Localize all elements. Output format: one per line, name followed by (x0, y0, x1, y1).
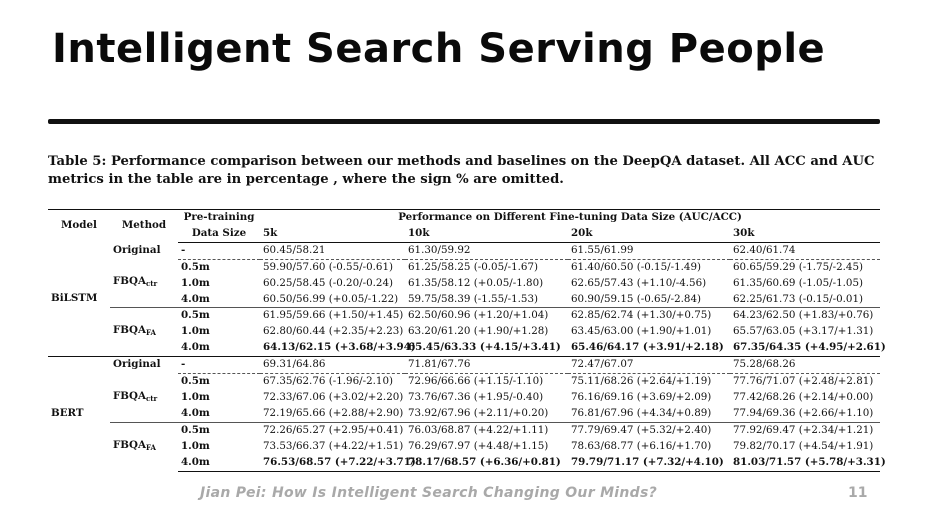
metric-cell: 60.65/59.29 (-1.75/-2.45) (730, 259, 880, 275)
data-size-cell: 1.0m (181, 276, 210, 289)
metric-cell: 78.17/68.57 (+6.36/+0.81) (405, 455, 568, 471)
data-size-cell: 4.0m (181, 341, 210, 354)
data-size-cell: 1.0m (181, 325, 210, 338)
metric-cell: 77.42/68.26 (+2.14/+0.00) (733, 390, 874, 403)
data-size-cell: 1.0m (181, 439, 210, 452)
footer-text: Jian Pei: How Is Intelligent Search Changing Our Minds? (200, 485, 658, 501)
table-row (48, 308, 880, 324)
metric-cell: 72.26/65.27 (+2.95/+0.41) (260, 422, 405, 438)
metric-cell: 60.45/58.21 (263, 243, 326, 256)
method-name: FBQA (113, 324, 146, 337)
metric-cell: 60.50/56.99 (+0.05/-1.22) (263, 292, 399, 305)
data-size-cell: 0.5m (178, 374, 260, 390)
metric-cell: 62.85/62.74 (+1.30/+0.75) (568, 308, 730, 324)
results-table (48, 209, 886, 472)
metric-cell: 62.80/60.44 (+2.35/+2.23) (263, 325, 404, 338)
method-cell (110, 422, 178, 471)
metric-cell: 72.19/65.66 (+2.88/+2.90) (263, 406, 404, 419)
metric-cell: 59.90/57.60 (-0.55/-0.61) (260, 259, 405, 275)
method-subscript: FA (145, 328, 156, 338)
metric-cell: 61.25/58.25 (-0.05/-1.67) (405, 259, 568, 275)
metric-cell: 76.03/68.87 (+4.22/+1.11) (405, 422, 568, 438)
metric-cell: 67.35/64.35 (+4.95/+2.61) (733, 341, 886, 354)
col-header-method: Method (110, 210, 178, 243)
metric-cell: 79.82/70.17 (+4.54/+1.91) (733, 439, 874, 452)
metric-cell: 62.25/61.73 (-0.15/-0.01) (733, 292, 864, 305)
data-size-cell: 4.0m (181, 406, 210, 419)
col-header-20k: 20k (568, 226, 730, 242)
metric-cell: 60.25/58.45 (-0.20/-0.24) (263, 276, 394, 289)
metric-cell: 65.45/63.33 (+4.15/+3.41) (408, 341, 561, 354)
metric-cell: 61.95/59.66 (+1.50/+1.45) (260, 308, 405, 324)
metric-cell: 67.35/62.76 (-1.96/-2.10) (260, 374, 405, 390)
method-cell (110, 308, 178, 357)
metric-cell: 60.90/59.15 (-0.65/-2.84) (571, 292, 702, 305)
table-row (48, 242, 880, 259)
metric-cell: 77.94/69.36 (+2.66/+1.10) (733, 406, 874, 419)
metric-cell: 76.81/67.96 (+4.34/+0.89) (571, 406, 712, 419)
metric-cell: 76.29/67.97 (+4.48/+1.15) (408, 439, 549, 452)
metric-cell: 72.33/67.06 (+3.02/+2.20) (263, 390, 404, 403)
metric-cell: 81.03/71.57 (+5.78/+3.31) (730, 455, 880, 471)
metric-cell: 79.79/71.17 (+7.32/+4.10) (568, 455, 730, 471)
col-header-model: Model (48, 210, 110, 243)
method-subscript: FA (145, 442, 156, 452)
data-size-cell: 4.0m (181, 292, 210, 305)
model-cell: BERT (48, 357, 110, 471)
metric-cell: 65.57/63.05 (+3.17/+1.31) (733, 325, 874, 338)
data-size-cell: 1.0m (181, 390, 210, 403)
metric-cell: 63.20/61.20 (+1.90/+1.28) (408, 325, 549, 338)
col-header-5k: 5k (260, 226, 405, 242)
method-cell (110, 374, 178, 423)
table-body (48, 242, 886, 471)
method-name: FBQA (113, 438, 146, 451)
method-subscript: ctr (145, 393, 158, 403)
metric-cell: 76.16/69.16 (+3.69/+2.09) (571, 390, 712, 403)
method-cell: Original (113, 243, 161, 256)
col-header-pretraining: Pre-training (178, 210, 260, 226)
table-row (48, 374, 880, 390)
metric-cell: 61.35/60.69 (-1.05/-1.05) (733, 276, 864, 289)
metric-cell: 59.75/58.39 (-1.55/-1.53) (408, 292, 539, 305)
data-size-cell: - (181, 243, 186, 256)
metric-cell: 73.76/67.36 (+1.95/-0.40) (408, 390, 544, 403)
method-cell (110, 259, 178, 308)
model-cell: BiLSTM (51, 292, 98, 305)
data-size-cell: 0.5m (178, 259, 260, 275)
metric-cell: 71.81/67.76 (405, 357, 568, 374)
metric-cell: 61.30/59.92 (408, 243, 471, 256)
metric-cell: 72.47/67.07 (568, 357, 730, 374)
metric-cell: 72.96/66.66 (+1.15/-1.10) (405, 374, 568, 390)
page-number: 11 (848, 485, 868, 501)
metric-cell: 77.92/69.47 (+2.34/+1.21) (730, 422, 880, 438)
metric-cell: 73.53/66.37 (+4.22/+1.51) (263, 439, 404, 452)
metric-cell: 62.50/60.96 (+1.20/+1.04) (405, 308, 568, 324)
table-row (48, 357, 880, 374)
data-size-cell: 0.5m (178, 422, 260, 438)
metric-cell: 62.65/57.43 (+1.10/-4.56) (571, 276, 707, 289)
metric-cell: 73.92/67.96 (+2.11/+0.20) (408, 406, 549, 419)
metric-cell: 77.76/71.07 (+2.48/+2.81) (730, 374, 880, 390)
metric-cell: 75.28/68.26 (730, 357, 880, 374)
col-header-30k: 30k (730, 226, 880, 242)
metric-cell: 78.63/68.77 (+6.16/+1.70) (571, 439, 712, 452)
col-header-performance-group: Performance on Different Fine-tuning Data Size (AUC/ACC) (260, 210, 880, 226)
table-header-row (48, 210, 880, 226)
metric-cell: 64.13/62.15 (+3.68/+3.94) (263, 341, 416, 354)
method-name: FBQA (113, 275, 146, 288)
method-subscript: ctr (145, 279, 158, 289)
data-size-cell: 4.0m (178, 455, 260, 471)
data-size-cell: - (178, 357, 260, 374)
metric-cell: 69.31/64.86 (260, 357, 405, 374)
col-header-10k: 10k (405, 226, 568, 242)
metric-cell: 63.45/63.00 (+1.90/+1.01) (571, 325, 712, 338)
metric-cell: 62.40/61.74 (733, 243, 796, 256)
title-divider (48, 119, 880, 124)
metric-cell: 61.35/58.12 (+0.05/-1.80) (408, 276, 544, 289)
metric-cell: 61.55/61.99 (571, 243, 634, 256)
metric-cell: 64.23/62.50 (+1.83/+0.76) (730, 308, 880, 324)
col-header-data-size: Data Size (178, 226, 260, 242)
slide-title: Intelligent Search Serving People (52, 26, 826, 72)
table-row (48, 422, 880, 438)
metric-cell: 61.40/60.50 (-0.15/-1.49) (568, 259, 730, 275)
metric-cell: 75.11/68.26 (+2.64/+1.19) (568, 374, 730, 390)
data-size-cell: 0.5m (178, 308, 260, 324)
metric-cell: 77.79/69.47 (+5.32/+2.40) (568, 422, 730, 438)
method-cell: Original (110, 357, 178, 374)
method-name: FBQA (113, 389, 146, 402)
table-caption: Table 5: Performance comparison between our methods and baselines on the DeepQA dataset. All ACC and AUC metrics in the table are in percentage , where the sign % are omitted. (48, 154, 875, 187)
table-row (48, 259, 880, 275)
metric-cell: 65.46/64.17 (+3.91/+2.18) (571, 341, 724, 354)
metric-cell: 76.53/68.57 (+7.22/+3.71) (260, 455, 405, 471)
